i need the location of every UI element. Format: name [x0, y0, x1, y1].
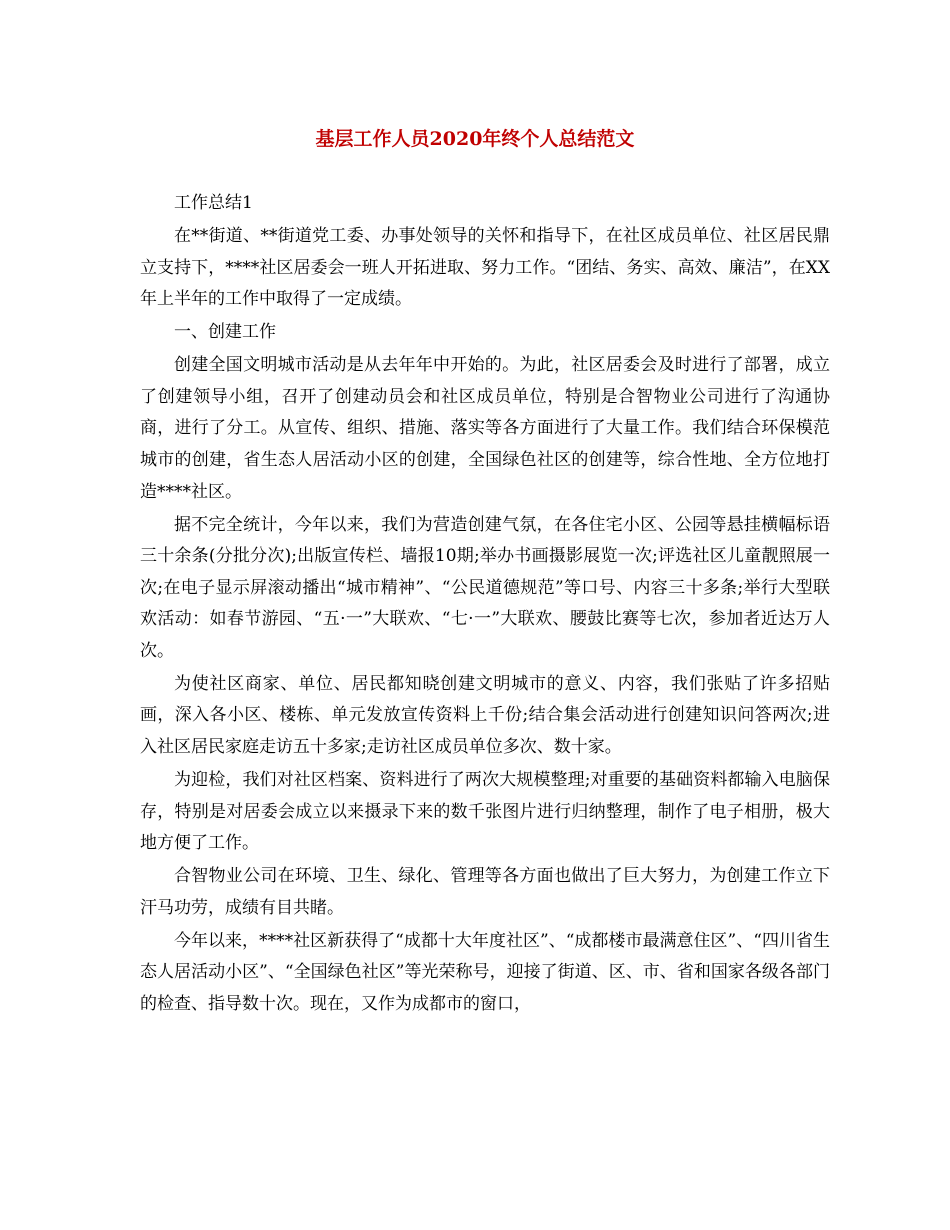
section-heading: 一、创建工作: [174, 322, 276, 343]
body-paragraph: 据不完全统计，今年以来，我们为营造创建气氛，在各住宅小区、公园等悬挂横幅标语三十余条(分批分次);出版宣传栏、墙报10期;举办书画摄影展览一次;评选社区儿童靓照展一次;在电子显示屏滚动播出“城市精神”、“公民道德规范”等口号、内容三十多条;举行大型联欢活动：如春节游园、“五·一”大联欢、“七·一”大联欢、腰鼓比赛等七次，参加者近达万人次。: [140, 514, 830, 661]
document-body: [140, 188, 830, 1022]
body-paragraph: 合智物业公司在环境、卫生、绿化、管理等各方面也做出了巨大努力，为创建工作立下汗马功劳，成绩有目共睹。: [140, 866, 830, 918]
body-paragraph: 今年以来，****社区新获得了“成都十大年度社区”、“成都楼市最满意住区”、“四川省生态人居活动小区”、“全国绿色社区”等光荣称号，迎接了街道、区、市、省和国家各级各部门的检查、指导数十次。现在，又作为成都市的窗口，: [140, 930, 830, 1014]
intro-paragraph: 在**街道、**街道党工委、办事处领导的关怀和指导下，在社区成员单位、社区居民鼎立支持下，****社区居委会一班人开拓进取、努力工作。“团结、务实、高效、廉洁”，在XX年上半年的工作中取得了一定成绩。: [140, 225, 830, 310]
body-paragraph: 创建全国文明城市活动是从去年年中开始的。为此，社区居委会及时进行了部署，成立了创建领导小组，召开了创建动员会和社区成员单位，特别是合智物业公司进行了沟通协商，进行了分工。从宣传、组织、措施、落实等各方面进行了大量工作。我们结合环保模范城市的创建，省生态人居活动小区的创建，全国绿色社区的创建等，综合性地、全方位地打造****社区。: [140, 355, 830, 502]
document-title: 基层工作人员2020年终个人总结范文: [315, 128, 635, 150]
body-paragraph: 为迎检，我们对社区档案、资料进行了两次大规模整理;对重要的基础资料都输入电脑保存，特别是对居委会成立以来摄录下来的数千张图片进行归纳整理，制作了电子相册，极大地方便了工作。: [140, 770, 830, 854]
body-paragraph: 为使社区商家、单位、居民都知晓创建文明城市的意义、内容，我们张贴了许多招贴画，深入各小区、楼栋、单元发放宣传资料上千份;结合集会活动进行创建知识问答两次;进入社区居民家庭走访五十多家;走访社区成员单位多次、数十家。: [140, 673, 830, 758]
section-label: 工作总结1: [174, 193, 253, 213]
